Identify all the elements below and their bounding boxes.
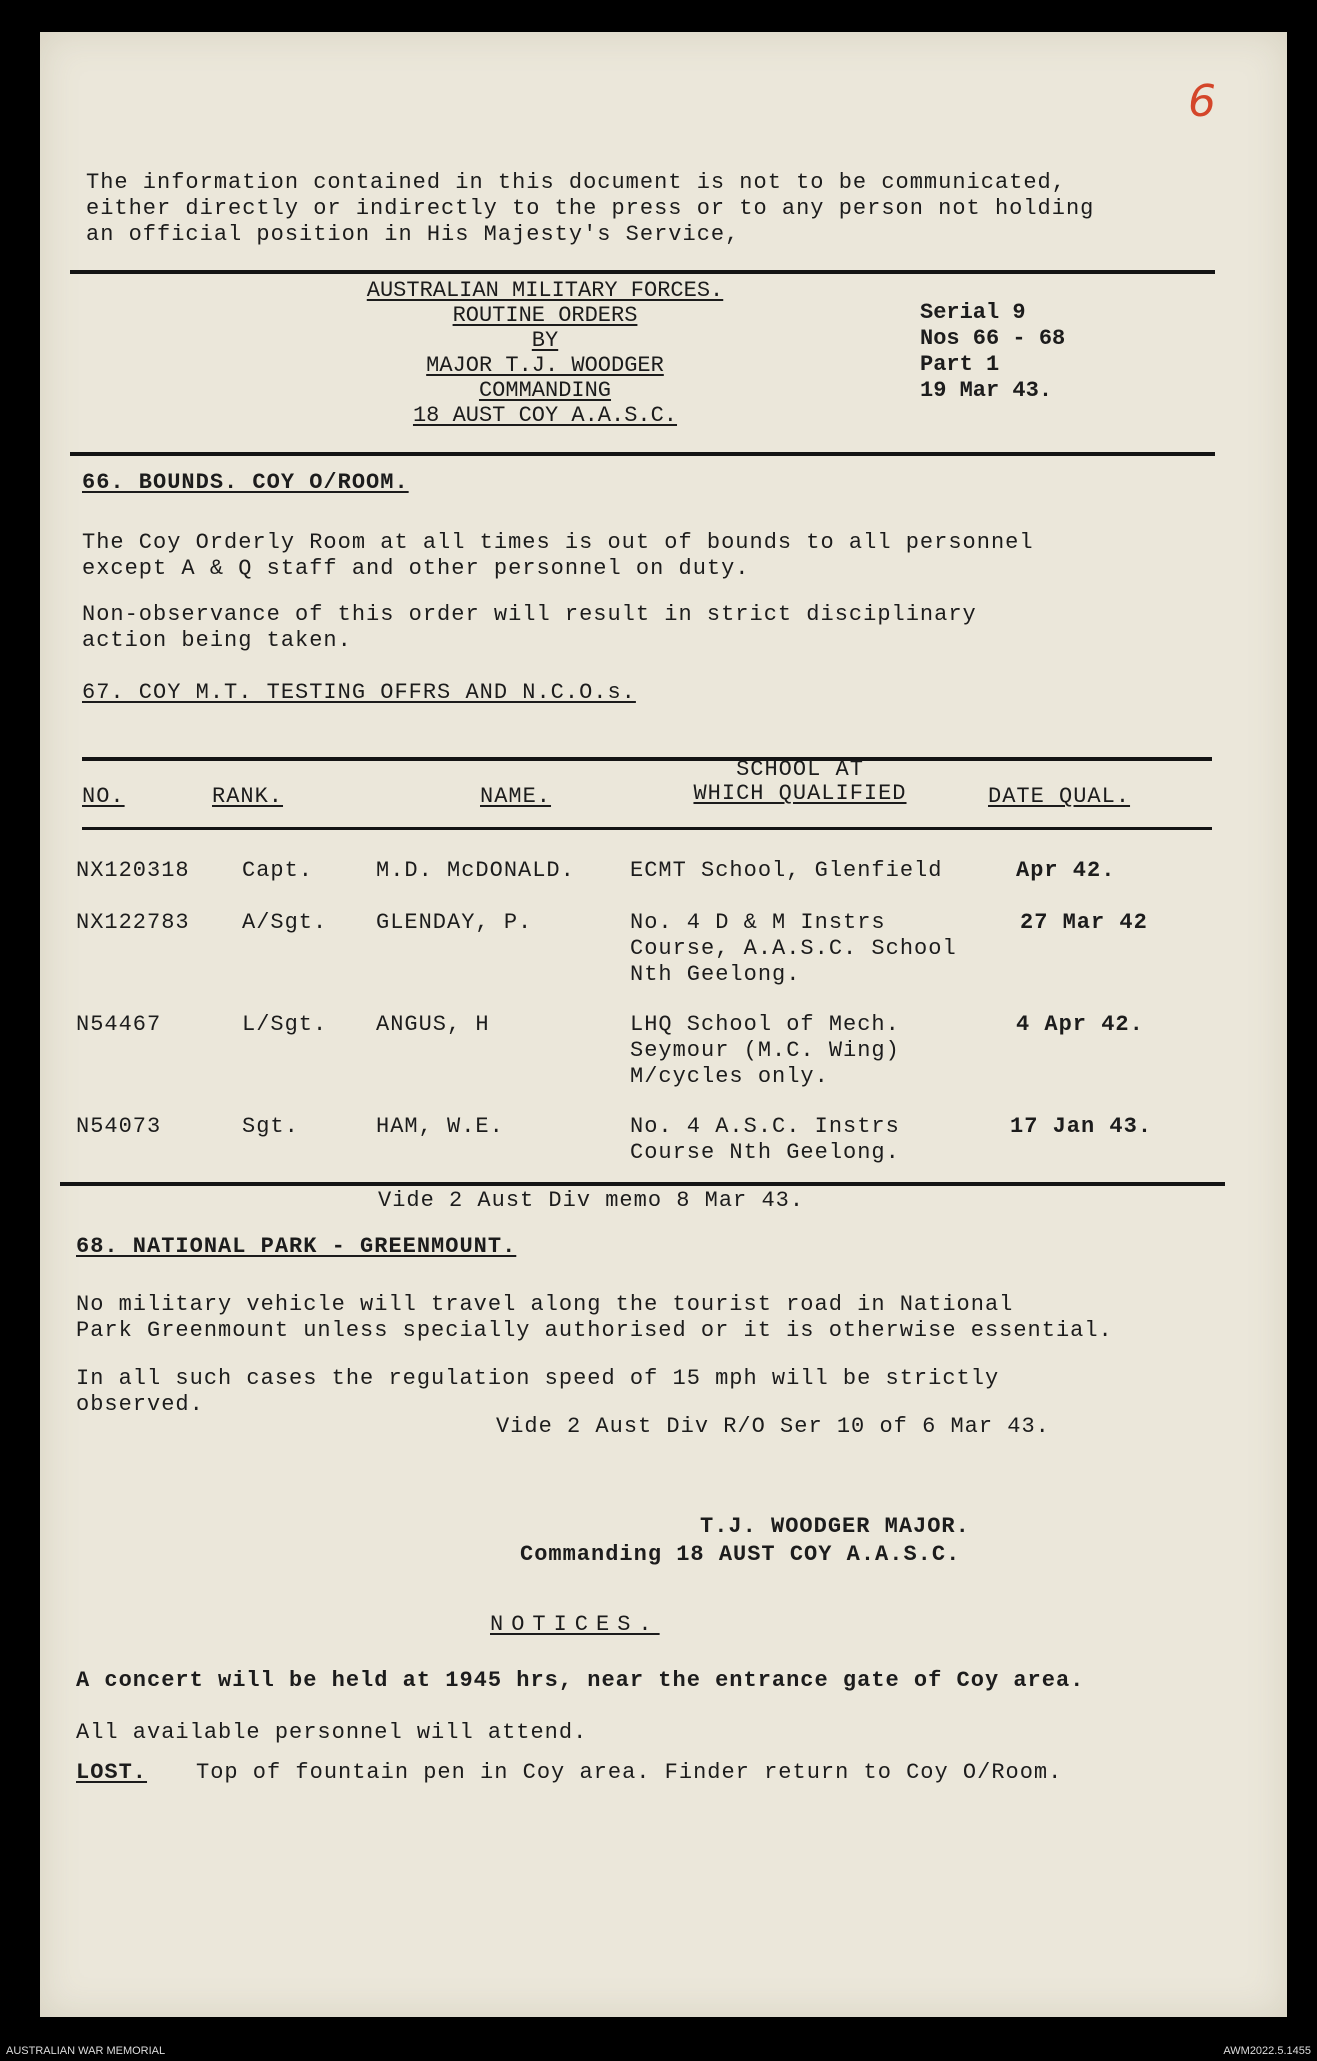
text-line: action being taken. [82,628,352,653]
cell-rank: Capt. [242,858,314,883]
order-68-para2 [76,1366,999,1418]
cell-name: M.D. McDONALD. [376,858,575,883]
cell-name: HAM, W.E. [376,1114,504,1139]
cell-school [630,910,957,988]
divider [70,452,1215,456]
header-line: AUSTRALIAN MILITARY FORCES. [366,278,724,303]
text-line: M/cycles only. [630,1064,829,1089]
header-line: 18 AUST COY A.A.S.C. [412,403,678,428]
notice-line: an official position in His Majesty's Service, [86,222,740,247]
notices-heading: NOTICES. [490,1612,660,1637]
col-header-date: DATE QUAL. [988,784,1131,809]
footer-right: AWM2022.5.1455 [1223,2045,1311,2057]
order-67-heading: 67. COY M.T. TESTING OFFRS AND N.C.O.s. [82,680,636,705]
col-header-rank: RANK. [212,784,284,809]
page-number: 6 [1188,76,1216,127]
text-line: Nth Geelong. [630,962,801,987]
order-67-vide: Vide 2 Aust Div memo 8 Mar 43. [378,1188,805,1213]
order-68-heading: 68. NATIONAL PARK - GREENMOUNT. [76,1234,517,1259]
text-line: Course Nth Geelong. [630,1140,900,1165]
cell-school [630,1012,900,1090]
confidentiality-notice [86,170,1094,248]
cell-school [630,858,942,884]
table-header-rule [82,827,1212,830]
cell-rank: L/Sgt. [242,1012,328,1037]
text-line: The Coy Orderly Room at all times is out of bounds to all personnel [82,530,1034,555]
cell-school [630,1114,900,1166]
header-line: COMMANDING [478,378,612,403]
notice-line: The information contained in this document is not to be communicated, [86,170,1066,195]
serial-block [920,300,1065,404]
cell-no: N54073 [76,1114,162,1139]
text-line: No military vehicle will travel along the tourist road in National [76,1292,1014,1317]
table-bottom-rule [60,1182,1225,1186]
order-numbers: Nos 66 - 68 [920,326,1066,351]
order-66-heading: 66. BOUNDS. COY O/ROOM. [82,470,409,495]
order-date: 19 Mar 43. [920,378,1053,403]
text-line: Park Greenmount unless specially authorised or it is otherwise essential. [76,1318,1113,1343]
col-header-name: NAME. [480,784,552,809]
notice-concert: A concert will be held at 1945 hrs, near the entrance gate of Coy area. [76,1668,1085,1693]
order-68-vide: Vide 2 Aust Div R/O Ser 10 of 6 Mar 43. [496,1414,1050,1439]
notice-attend: All available personnel will attend. [76,1720,588,1745]
part: Part 1 [920,352,1000,377]
text-line: No. 4 D & M Instrs [630,910,886,935]
text-line: LHQ School of Mech. [630,1012,900,1037]
text-line: No. 4 A.S.C. Instrs [630,1114,900,1139]
cell-date: 4 Apr 42. [1016,1012,1144,1037]
header-line: SCHOOL AT [736,757,864,782]
header-line: WHICH QUALIFIED [693,781,907,806]
order-66-para2 [82,602,977,654]
text-line: observed. [76,1392,204,1417]
cell-name: GLENDAY, P. [376,910,533,935]
text-line: Course, A.A.S.C. School [630,936,957,961]
cell-name: ANGUS, H [376,1012,490,1037]
text-line: Non-observance of this order will result in strict disciplinary [82,602,977,627]
notice-lost-text: Top of fountain pen in Coy area. Finder return to Coy O/Room. [196,1760,1063,1785]
cell-date: 27 Mar 42 [1020,910,1148,935]
notice-lost-label: LOST. [76,1760,148,1785]
order-66-para1 [82,530,1034,582]
serial: Serial 9 [920,300,1026,325]
orders-header [350,278,740,428]
text-line: Seymour (M.C. Wing) [630,1038,900,1063]
divider [70,270,1215,274]
cell-no: N54467 [76,1012,162,1037]
text-line: In all such cases the regulation speed of 15 mph will be strictly [76,1366,1000,1391]
cell-date: Apr 42. [1016,858,1116,883]
cell-date: 17 Jan 43. [1010,1114,1153,1139]
order-68-para1 [76,1292,1113,1344]
cell-no: NX122783 [76,910,190,935]
col-header-school [650,758,950,806]
notice-line: either directly or indirectly to the press or to any person not holding [86,196,1095,221]
cell-no: NX120318 [76,858,190,883]
cell-rank: Sgt. [242,1114,299,1139]
header-line: ROUTINE ORDERS [452,303,638,328]
text-line: ECMT School, Glenfield [630,858,943,883]
text-line: except A & Q staff and other personnel on duty. [82,556,750,581]
col-header-no: NO. [82,784,125,809]
signature-name: T.J. WOODGER MAJOR. [700,1514,970,1539]
table-top-rule [82,757,1212,761]
signature-title: Commanding 18 AUST COY A.A.S.C. [520,1542,961,1567]
cell-rank: A/Sgt. [242,910,328,935]
header-line: MAJOR T.J. WOODGER [426,353,664,378]
footer-left: AUSTRALIAN WAR MEMORIAL [6,2045,166,2057]
document-page [40,32,1287,2017]
header-line: BY [531,328,559,353]
